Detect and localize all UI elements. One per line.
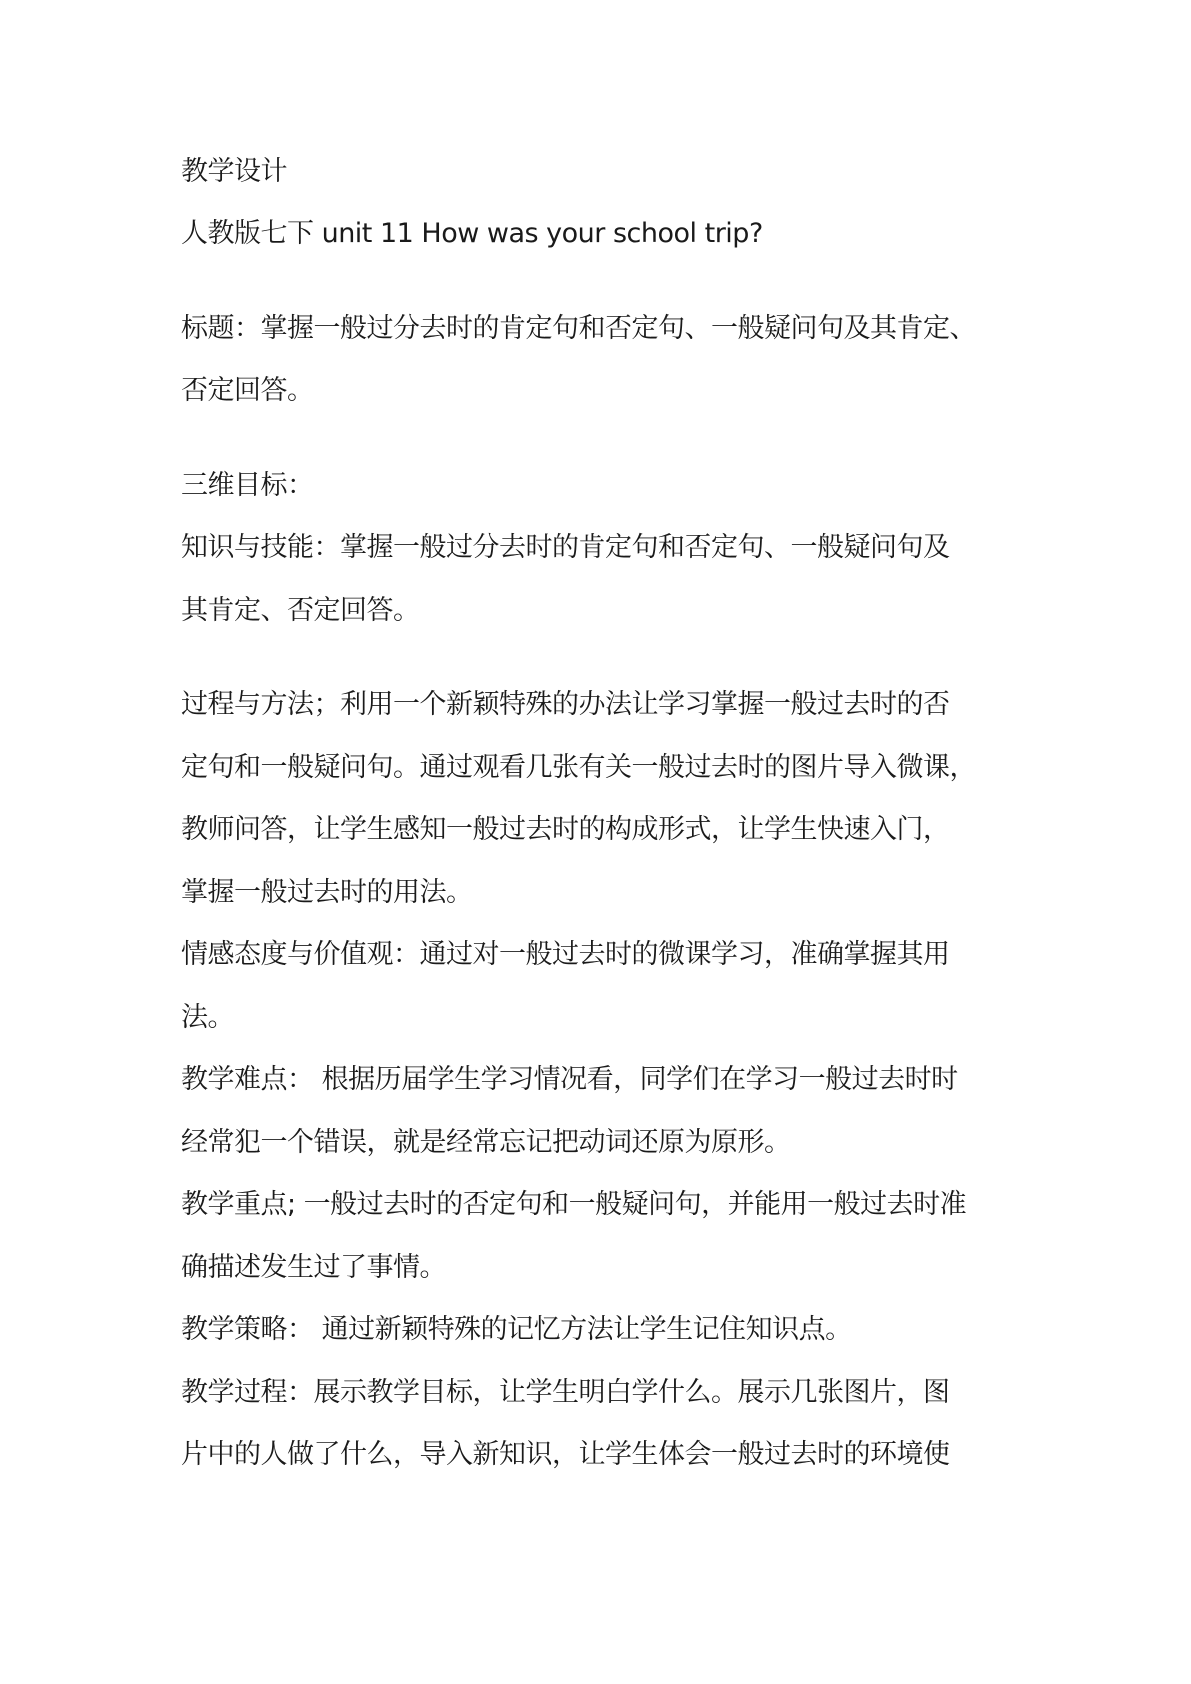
text-line: 过程与方法；利用一个新颖特殊的办法让学习掌握一般过去时的否 <box>181 689 950 720</box>
text-line: 片中的人做了什么，导入新知识，让学生体会一般过去时的环境使 <box>181 1439 950 1470</box>
text-line: 人教版七下 unit 11 How was your school trip? <box>181 218 763 249</box>
text-line: 确描述发生过了事情。 <box>181 1252 446 1283</box>
text-line: 教学重点; 一般过去时的否定句和一般疑问句，并能用一般过去时准 <box>181 1189 967 1220</box>
text-line: 知识与技能：掌握一般过分去时的肯定句和否定句、一般疑问句及 <box>181 532 950 563</box>
text-line: 否定回答。 <box>181 375 314 406</box>
text-line: 教师问答，让学生感知一般过去时的构成形式，让学生快速入门， <box>181 814 950 845</box>
text-line: 定句和一般疑问句。通过观看几张有关一般过去时的图片导入微课， <box>181 752 976 783</box>
text-line: 掌握一般过去时的用法。 <box>181 877 473 908</box>
text-line: 其肯定、否定回答。 <box>181 595 420 626</box>
text-line: 三维目标： <box>181 470 314 501</box>
text-line: 法。 <box>181 1002 234 1033</box>
text-line: 教学策略： 通过新颖特殊的记忆方法让学生记住知识点。 <box>181 1314 852 1345</box>
text-line: 情感态度与价值观：通过对一般过去时的微课学习，准确掌握其用 <box>181 939 950 970</box>
text-line: 经常犯一个错误，就是经常忘记把动词还原为原形。 <box>181 1127 791 1158</box>
text-line: 标题：掌握一般过分去时的肯定句和否定句、一般疑问句及其肯定、 <box>181 313 976 344</box>
text-line: 教学过程：展示教学目标，让学生明白学什么。展示几张图片，图 <box>181 1377 950 1408</box>
text-line: 教学难点： 根据历届学生学习情况看，同学们在学习一般过去时时 <box>181 1064 958 1095</box>
document-title: 教学设计 <box>181 156 287 187</box>
